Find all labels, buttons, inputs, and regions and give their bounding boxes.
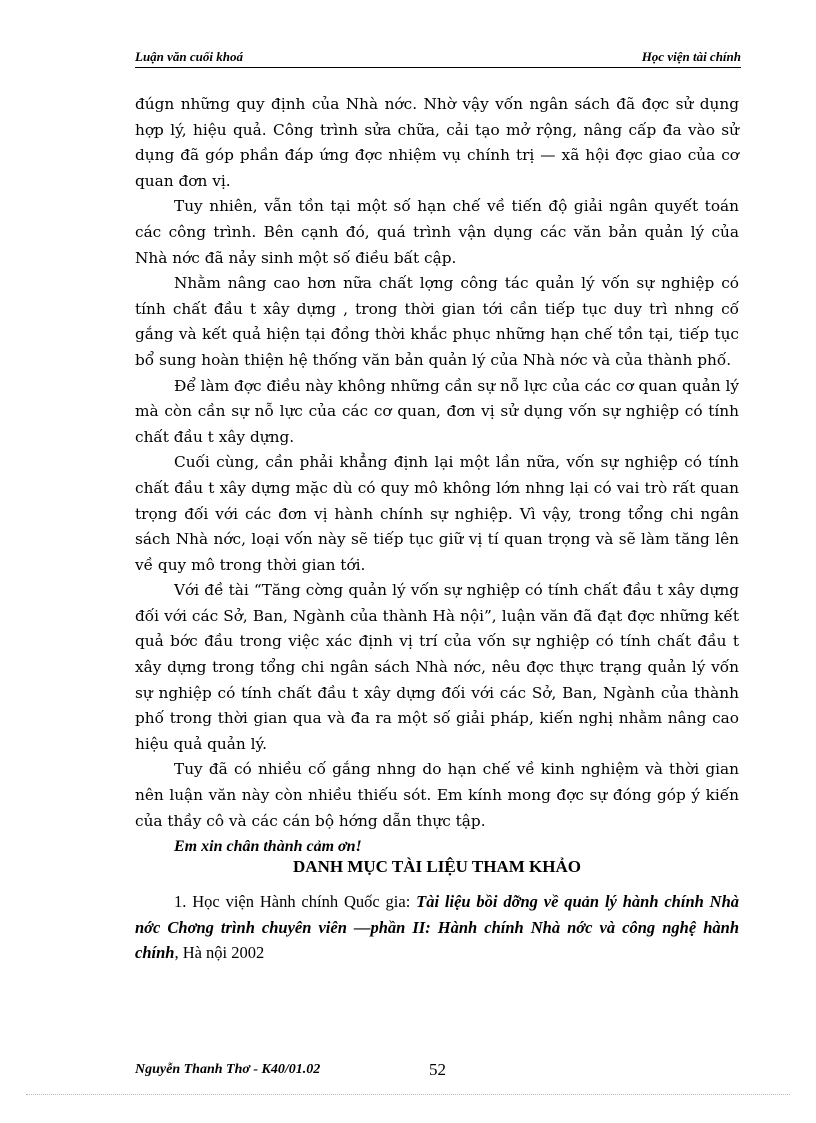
closing-thanks: Em xin chân thành cảm ơn!: [174, 838, 362, 856]
reference-publication: , Hà nội 2002: [174, 943, 265, 962]
reference-source: 1. Học viện Hành chính Quốc gia:: [174, 892, 417, 911]
paragraph-7: Tuy đã có nhiều cố gắng nhng do hạn chế về kinh nghiệm và thời gian nên luận văn này còn nhiều thiếu sót. Em kính mong đợc sự đóng góp ý kiến của thầy cô và các cán bộ hớng dẫn thực tập.: [135, 760, 739, 830]
paragraph-5: Cuối cùng, cần phải khẳng định lại một lần nữa, vốn sự nghiệp có tính chất đầu t xây dựng mặc dù có quy mô không lớn nhng lại có vai trò rất quan trọng đối với các đơn vị hành chính sự nghiệp. Vì vậy, trong tổng chi ngân sách Nhà nớc, loại vốn này sẽ tiếp tục giữ vị tí quan trọng và sẽ làm tăng lên về quy mô trong thời gian tới.: [135, 453, 739, 574]
reference-title: Tài liệu bồi dỡng về quản lý hành chính Nhà nớc Chơng trình chuyên viên —phần II: Hành chính Nhà nớc và công nghệ hành chính: [135, 892, 739, 962]
page-bottom-divider: [26, 1094, 790, 1095]
references-list: [135, 889, 739, 966]
paragraph-4: Để làm đợc điều này không những cần sự nỗ lực của các cơ quan quản lý mà còn cần sự nỗ lực của các cơ quan, đơn vị sử dụng vốn sự nghiệp có tính chất đầu t xây dựng.: [135, 376, 739, 446]
page-header: [135, 47, 741, 68]
footer-author: Nguyễn Thanh Thơ - K40/01.02: [135, 1062, 321, 1077]
page-number: 52: [429, 1060, 446, 1079]
paragraph-2: Tuy nhiên, vẫn tồn tại một số hạn chế về tiến độ giải ngân quyết toán các công trình. Bên cạnh đó, quá trình vận dụng các văn bản quản lý của Nhà nớc đã nảy sinh một số điều bất cập.: [135, 197, 739, 267]
references-heading: DANH MỤC TÀI LIỆU THAM KHẢO: [293, 857, 581, 876]
paragraph-6: Với đề tài “Tăng cờng quản lý vốn sự nghiệp có tính chất đầu t xây dựng đối với các Sở, Ban, Ngành của thành Hà nội”, luận văn đã đạt đợc những kết quả bớc đầu trong việc xác định vị trí của vốn sự nghiệp có tính chất đầu t xây dựng trong tổng chi ngân sách Nhà nớc, nêu đợc thực trạng quản lý vốn sự nghiệp có tính chất đầu t xây dựng đối với các Sở, Ban, Ngành của thành phố trong thời gian qua và đa ra một số giải pháp, kiến nghị nhằm nâng cao hiệu quả quản lý.: [135, 581, 739, 753]
reference-item: [135, 889, 739, 966]
page-footer: [135, 1058, 741, 1082]
paragraph-3: Nhằm nâng cao hơn nữa chất lợng công tác quản lý vốn sự nghiệp có tính chất đầu t xây dựng , trong thời gian tới cần tiếp tục duy trì nhng cố gắng và kết quả hiện tại đồng thời khắc phục những hạn chế tồn tại, tiếp tục bổ sung hoàn thiện hệ thống văn bản quản lý của Nhà nớc và của thành phố.: [135, 274, 739, 369]
header-institution-label: Học viện tài chính: [641, 49, 741, 64]
paragraph-1: đúgn những quy định của Nhà nớc. Nhờ vậy vốn ngân sách đã đợc sử dụng hợp lý, hiệu quả. Công trình sửa chữa, cải tạo mở rộng, nâng cấp đa vào sử dụng đã góp phần đáp ứng đợc nhiệm vụ chính trị — xã hội đợc giao của cơ quan đơn vị.: [135, 95, 739, 190]
conclusion-body: [135, 92, 739, 860]
header-thesis-label: Luận văn cuối khoá: [135, 49, 243, 64]
